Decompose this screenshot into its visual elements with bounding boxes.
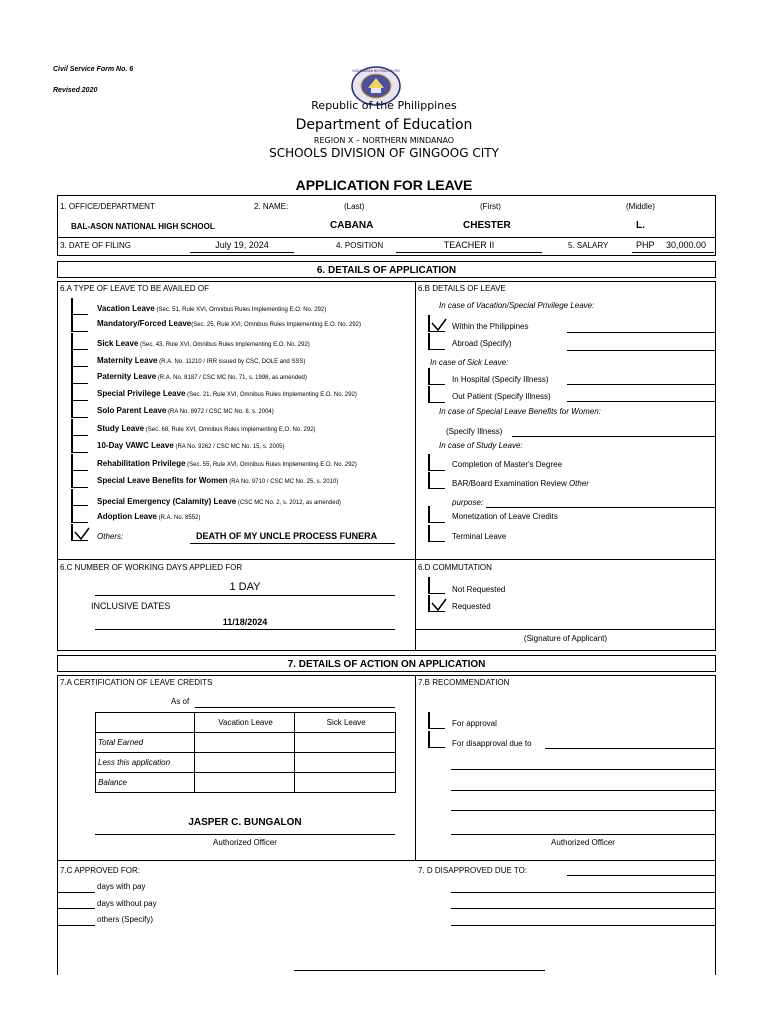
- sick-column-header: Sick Leave: [295, 713, 396, 733]
- not-requested-label: Not Requested: [452, 585, 506, 594]
- total-earned-label: Total Earned: [96, 733, 195, 753]
- terminal-leave-label: Terminal Leave: [452, 532, 507, 541]
- within-philippines-label: Within the Philippines: [452, 322, 529, 331]
- check-icon: [74, 525, 90, 541]
- table-cell[interactable]: [295, 733, 396, 753]
- paternity-leave-checkbox[interactable]: [71, 367, 88, 384]
- less-application-label: Less this application: [96, 753, 195, 773]
- leave-type-item: 10-Day VAWC Leave (RA No. 9262 / CSC MC No. 15, s. 2005): [97, 441, 285, 450]
- table-cell[interactable]: [295, 753, 396, 773]
- leave-type-item: Maternity Leave (R.A. No. 11210 / IRR issued by CSC, DOLE and SSS): [97, 356, 306, 365]
- working-days-underline: [95, 595, 395, 596]
- working-days-value[interactable]: 1 DAY: [229, 581, 261, 593]
- section7-title: 7. DETAILS OF ACTION ON APPLICATION: [287, 659, 486, 670]
- as-of-label: As of: [171, 697, 190, 706]
- vacation-details-header: In case of Vacation/Special Privilege Leave:: [439, 301, 595, 310]
- women-benefits-leave-checkbox[interactable]: [71, 471, 88, 488]
- table-cell[interactable]: [295, 773, 396, 793]
- bar-review-label: BAR/Board Examination Review Other: [452, 479, 589, 488]
- monetization-checkbox[interactable]: [428, 506, 445, 523]
- disapproval-label: For disapproval due to: [452, 739, 532, 748]
- vawc-leave-checkbox[interactable]: [71, 436, 88, 453]
- salary-label: 5. SALARY: [568, 241, 609, 250]
- signature-label: (Signature of Applicant): [523, 634, 608, 643]
- date-filing-label: 3. DATE OF FILING: [60, 241, 131, 250]
- leave-credits-table: [95, 712, 396, 793]
- salary-currency: PHP: [636, 240, 655, 250]
- form-number: Civil Service Form No. 6: [53, 66, 134, 73]
- in-hospital-line[interactable]: [567, 384, 715, 385]
- leave-type-item: Mandatory/Forced Leave(Sec. 25, Rule XVI, Omnibus Rules Implementing E.O. No. 292): [97, 319, 361, 328]
- section6-title: 6. DETAILS OF APPLICATION: [316, 265, 457, 276]
- check-icon: [431, 596, 447, 612]
- applicant-divider: [57, 237, 716, 238]
- as-of-line[interactable]: [195, 707, 395, 708]
- vacation-leave-checkbox[interactable]: [71, 298, 88, 315]
- adoption-leave-checkbox[interactable]: [71, 506, 88, 523]
- approval-checkbox[interactable]: [428, 712, 445, 729]
- balance-label: Balance: [96, 773, 195, 793]
- first-label: (First): [480, 202, 501, 211]
- women-details-header: In case of Special Leave Benefits for Women:: [439, 407, 601, 416]
- section6c-label: 6.C NUMBER OF WORKING DAYS APPLIED FOR: [60, 563, 243, 572]
- days-with-pay-label: days with pay: [97, 882, 146, 891]
- masters-label: Completion of Master's Degree: [452, 460, 563, 469]
- requested-label: Requested: [452, 602, 491, 611]
- days-without-pay-label: days without pay: [97, 899, 157, 908]
- disapproval-line-3[interactable]: [451, 790, 715, 791]
- leave-type-item: Paternity Leave (R.A. No. 8187 / CSC MC No. 71, s. 1998, as amended): [97, 372, 307, 381]
- out-patient-line[interactable]: [567, 401, 715, 402]
- in-hospital-checkbox[interactable]: [428, 368, 445, 385]
- specify-illness-line[interactable]: [512, 436, 715, 437]
- leave-type-item: Special Privilege Leave (Sec. 21, Rule XVI, Omnibus Rules Implementing E.O. No. 292): [97, 389, 357, 398]
- inclusive-dates-label: INCLUSIVE DATES: [91, 601, 171, 611]
- section7-divider: [415, 675, 416, 860]
- middle-label: (Middle): [626, 202, 655, 211]
- date-filing-value[interactable]: July 19, 2024: [215, 240, 269, 250]
- check-icon: [431, 316, 447, 332]
- recommender-title: Authorized Officer: [551, 838, 615, 847]
- date-filing-underline: [190, 252, 294, 253]
- section6-divider: [415, 281, 416, 651]
- section7-left-border: [57, 675, 58, 975]
- bar-review-checkbox[interactable]: [428, 472, 445, 489]
- first-name-value[interactable]: CHESTER: [463, 220, 511, 231]
- leave-type-item: Vacation Leave (Sec. 51, Rule XVI, Omnibus Rules Implementing E.O. No. 292): [97, 304, 327, 313]
- maternity-leave-checkbox[interactable]: [71, 350, 88, 367]
- section7-top-border: [57, 675, 716, 676]
- table-cell[interactable]: [194, 773, 295, 793]
- salary-value[interactable]: 30,000.00: [666, 240, 707, 250]
- abroad-checkbox[interactable]: [428, 333, 445, 350]
- leave-type-item: Study Leave (Sec. 68, Rule XVI, Omnibus Rules Implementing E.O. No. 292): [97, 424, 316, 433]
- disapproval-line-4[interactable]: [451, 810, 715, 811]
- others-leave-checkbox[interactable]: [71, 524, 88, 541]
- days-with-pay-line[interactable]: [58, 892, 95, 893]
- other-purpose-line[interactable]: [486, 507, 715, 508]
- requested-checkbox[interactable]: [428, 595, 445, 612]
- section6-mid-divider: [57, 559, 716, 560]
- in-hospital-label: In Hospital (Specify Illness): [452, 375, 549, 384]
- leave-type-item: Adoption Leave (R.A. No. 8552): [97, 512, 201, 521]
- svg-text:KAGAWARAN NG EDUKASYON: KAGAWARAN NG EDUKASYON: [352, 69, 400, 73]
- mandatory-leave-checkbox[interactable]: [71, 315, 88, 332]
- republic-heading: Republic of the Philippines: [311, 99, 457, 112]
- signature-line[interactable]: [415, 629, 716, 630]
- rehabilitation-leave-checkbox[interactable]: [71, 454, 88, 471]
- abroad-line[interactable]: [567, 350, 715, 351]
- special-privilege-leave-checkbox[interactable]: [71, 384, 88, 401]
- disapproved-line-4[interactable]: [451, 925, 715, 926]
- masters-checkbox[interactable]: [428, 454, 445, 471]
- disapproved-line-1[interactable]: [567, 875, 715, 876]
- form-revision: Revised 2020: [53, 87, 98, 94]
- others-specify-label: others (Specify): [97, 915, 154, 924]
- last-name-value[interactable]: CABANA: [330, 220, 374, 231]
- office-value[interactable]: BAL-ASON NATIONAL HIGH SCHOOL: [71, 222, 215, 231]
- disapproval-checkbox[interactable]: [428, 731, 445, 748]
- middle-name-value[interactable]: L.: [636, 220, 645, 231]
- form-title: APPLICATION FOR LEAVE: [295, 177, 473, 193]
- abroad-label: Abroad (Specify): [452, 339, 512, 348]
- disapproval-line[interactable]: [545, 748, 715, 749]
- section6b-label: 6.B DETAILS OF LEAVE: [418, 284, 506, 293]
- solo-parent-leave-checkbox[interactable]: [71, 401, 88, 418]
- within-philippines-line[interactable]: [567, 332, 715, 333]
- leave-type-item: Solo Parent Leave (RA No. 8972 / CSC MC No. 8, s. 2004): [97, 406, 274, 415]
- vacation-column-header: Vacation Leave: [194, 713, 295, 733]
- position-value[interactable]: TEACHER II: [443, 240, 495, 250]
- position-label: 4. POSITION: [336, 241, 384, 250]
- leave-type-item: Rehabilitation Privilege (Sec. 55, Rule XVI, Omnibus Rules Implementing E.O. No. 292): [97, 459, 357, 468]
- section7b-label: 7.B RECOMMENDATION: [418, 678, 510, 687]
- section6d-label: 6.D COMMUTATION: [418, 563, 492, 572]
- department-heading: Department of Education: [295, 117, 473, 133]
- monetization-label: Monetization of Leave Credits: [452, 512, 558, 521]
- certifier-line: [95, 834, 395, 835]
- last-label: (Last): [344, 202, 365, 211]
- office-label: 1. OFFICE/DEPARTMENT: [60, 202, 155, 211]
- final-signature-line[interactable]: [294, 970, 545, 971]
- name-label: 2. NAME:: [254, 202, 289, 211]
- disapproved-line-3[interactable]: [451, 908, 715, 909]
- leave-type-item: Special Leave Benefits for Women (RA No. 9710 / CSC MC No. 25, s. 2010): [97, 476, 339, 485]
- leave-type-item: Special Emergency (Calamity) Leave (CSC MC No. 2, s. 2012, as amended): [97, 497, 341, 506]
- approval-label: For approval: [452, 719, 497, 728]
- not-requested-checkbox[interactable]: [428, 577, 445, 594]
- out-patient-checkbox[interactable]: [428, 386, 445, 403]
- certifier-title: Authorized Officer: [213, 838, 277, 847]
- salary-underline: [632, 252, 714, 253]
- table-corner-cell: [96, 713, 195, 733]
- others-label: Others:: [97, 532, 124, 541]
- within-philippines-checkbox[interactable]: [428, 315, 445, 332]
- region-heading: REGION X – NORTHERN MINDANAO: [313, 136, 455, 145]
- study-details-header: In case of Study Leave:: [439, 441, 523, 450]
- table-cell[interactable]: [194, 753, 295, 773]
- section6a-label: 6.A TYPE OF LEAVE TO BE AVAILED OF: [60, 284, 209, 293]
- section7-mid-divider: [57, 860, 716, 861]
- sick-details-header: In case of Sick Leave:: [430, 358, 509, 367]
- recommender-line: [451, 834, 715, 835]
- other-purpose-label: purpose:: [452, 498, 484, 507]
- section7d-label: 7. D DISAPPROVED DUE TO:: [418, 866, 528, 875]
- section7-right-border: [715, 675, 716, 975]
- leave-type-item: Sick Leave (Sec. 43, Rule XVI, Omnibus Rules Implementing E.O. No. 292): [97, 339, 310, 348]
- position-underline: [396, 252, 542, 253]
- division-heading: SCHOOLS DIVISION OF GINGOOG CITY: [269, 146, 499, 160]
- certifier-name: JASPER C. BUNGALON: [188, 817, 302, 828]
- others-underline: [190, 543, 395, 544]
- calamity-leave-checkbox[interactable]: [71, 489, 88, 506]
- study-leave-checkbox[interactable]: [71, 419, 88, 436]
- specify-illness-label: (Specify Illness): [446, 427, 503, 436]
- days-without-pay-line[interactable]: [58, 908, 95, 909]
- section7c-label: 7.C APPROVED FOR:: [60, 866, 141, 875]
- out-patient-label: Out Patient (Specify Illness): [452, 392, 551, 401]
- disapproval-line-2[interactable]: [451, 769, 715, 770]
- others-specify-line[interactable]: [58, 925, 95, 926]
- terminal-leave-checkbox[interactable]: [428, 525, 445, 542]
- others-value[interactable]: DEATH OF MY UNCLE PROCESS FUNERA: [196, 531, 378, 541]
- inclusive-dates-value[interactable]: 11/18/2024: [222, 617, 268, 627]
- disapproved-line-2[interactable]: [451, 892, 715, 893]
- sick-leave-checkbox[interactable]: [71, 333, 88, 350]
- section7a-label: 7.A CERTIFICATION OF LEAVE CREDITS: [60, 678, 213, 687]
- inclusive-dates-underline: [95, 629, 395, 630]
- table-cell[interactable]: [194, 733, 295, 753]
